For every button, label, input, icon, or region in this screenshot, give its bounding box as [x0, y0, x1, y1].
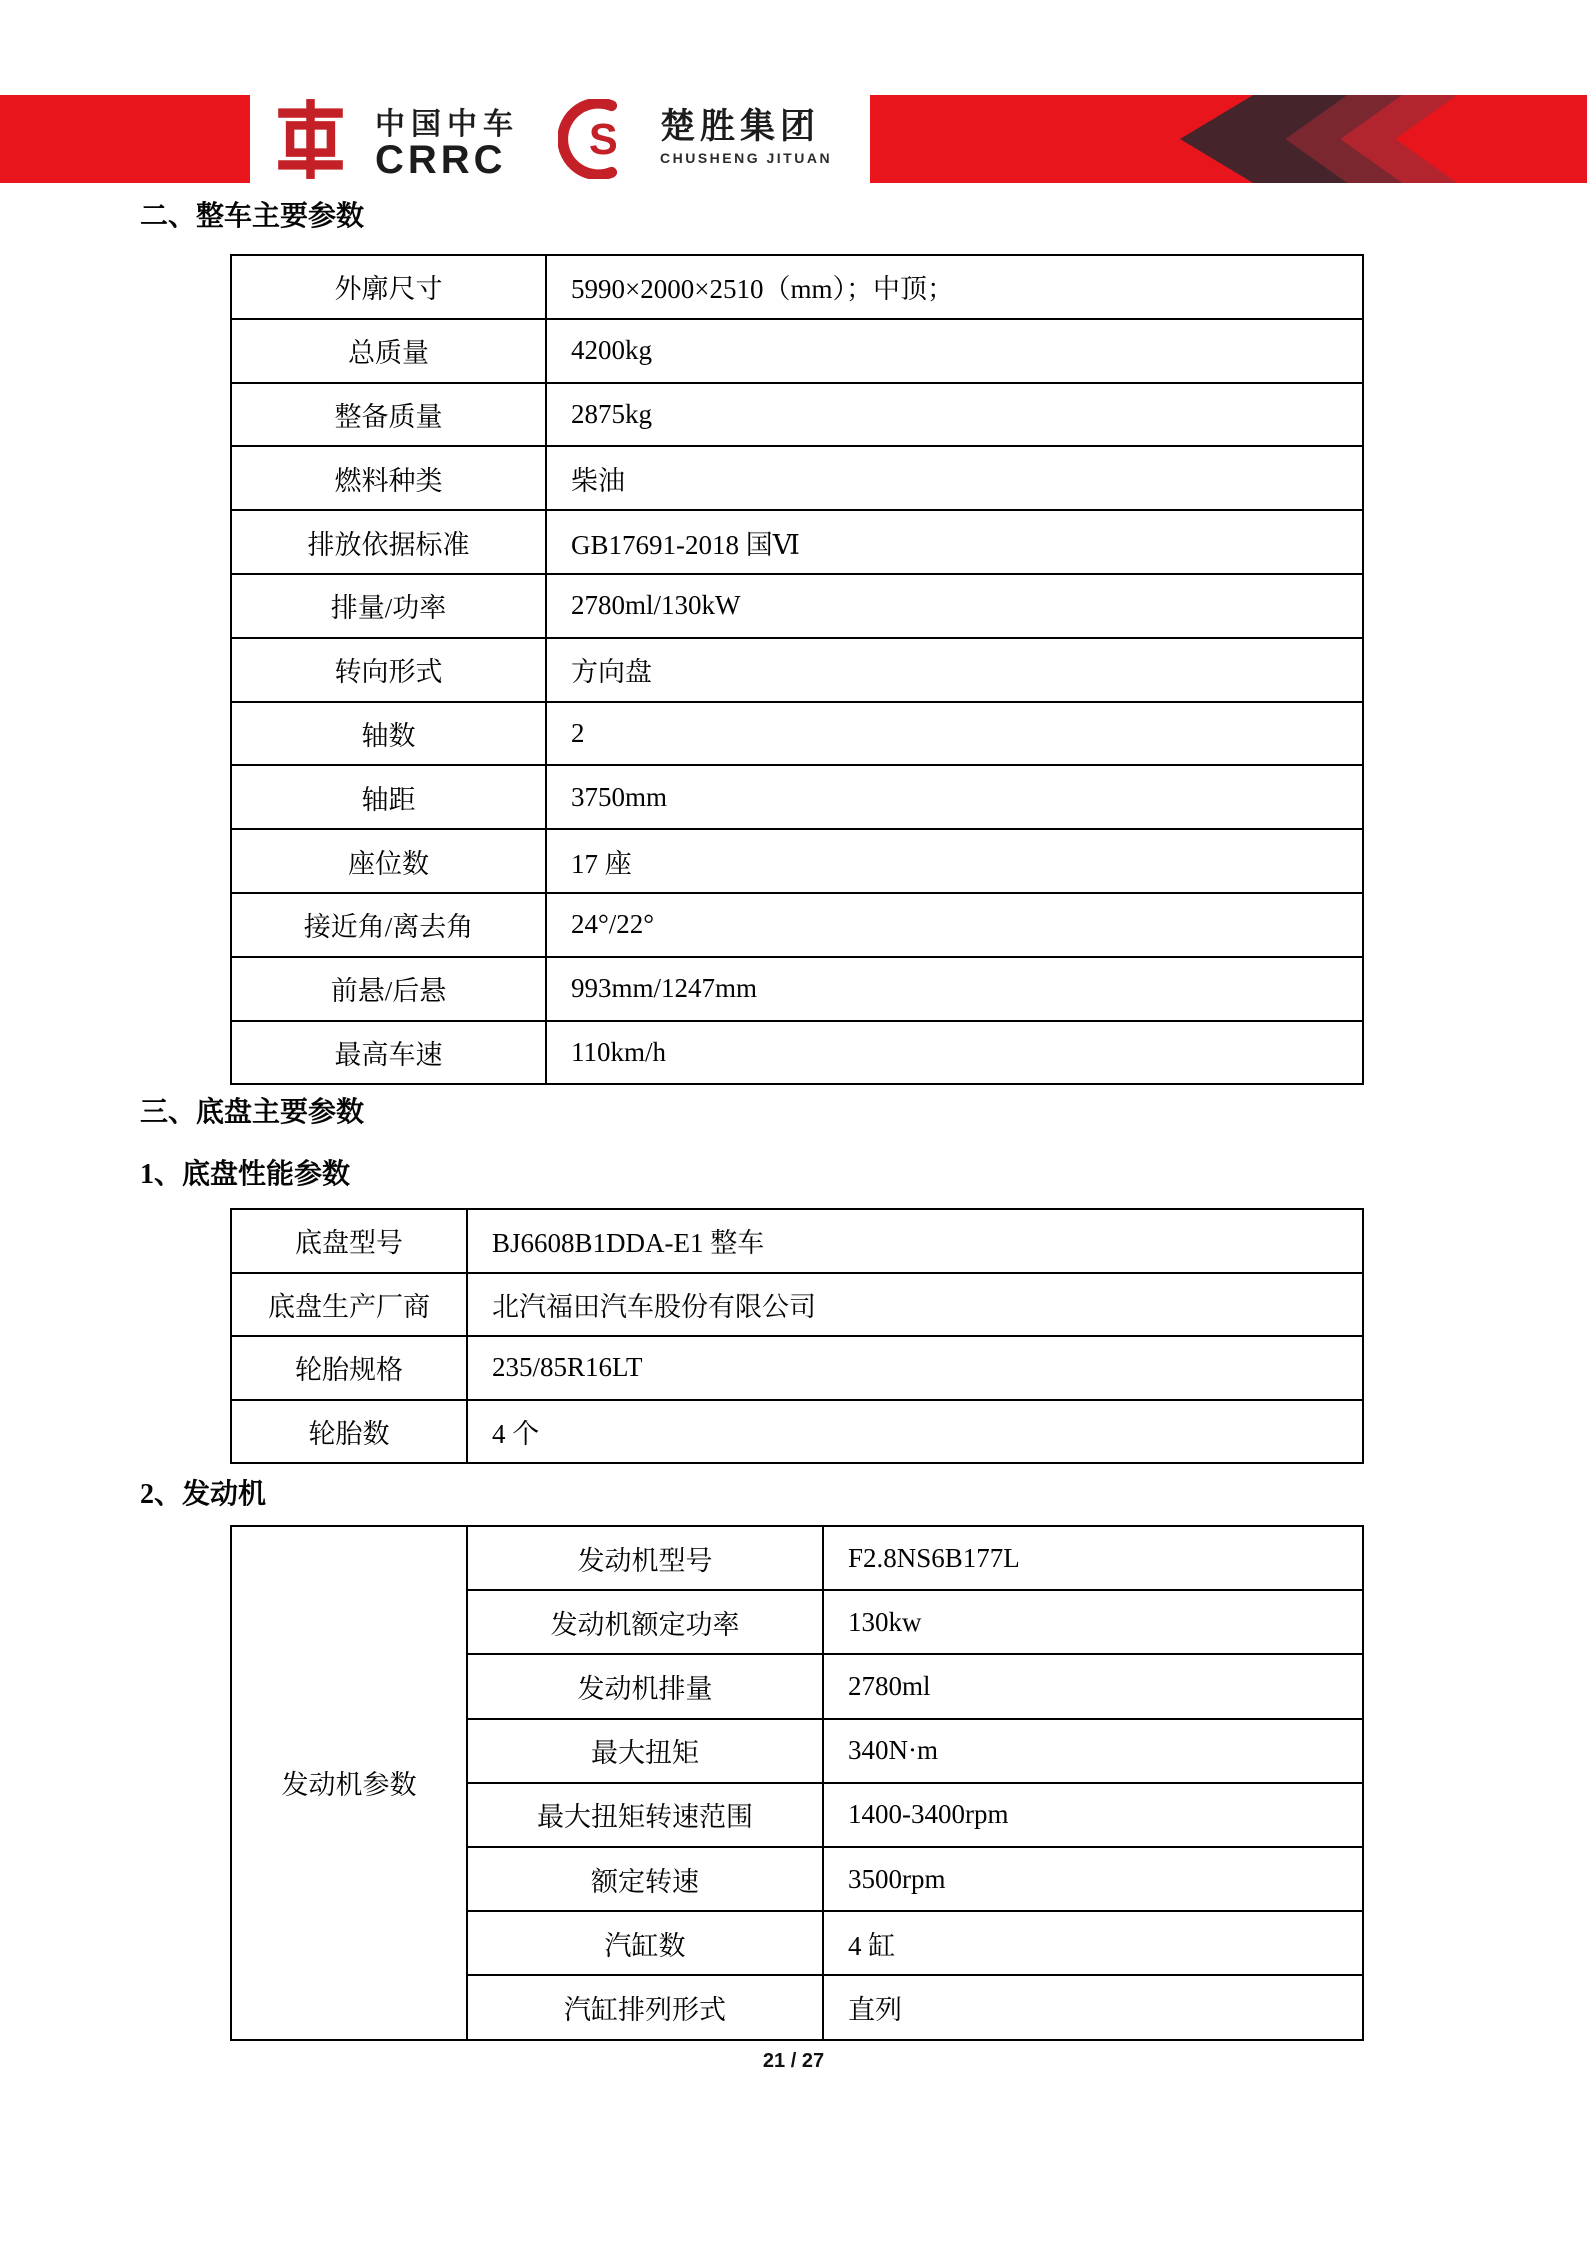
- param-label: 前悬/后悬: [231, 957, 546, 1021]
- table-row: [231, 638, 1363, 702]
- param-value: 2780ml: [823, 1654, 1363, 1718]
- table-row: [231, 1021, 1363, 1085]
- param-label: 轴距: [231, 765, 546, 829]
- section-title-vehicle-params: 二、整车主要参数: [140, 201, 365, 232]
- table-row: [231, 765, 1363, 829]
- param-label: 汽缸排列形式: [467, 1975, 823, 2039]
- param-value: 4200kg: [546, 319, 1363, 383]
- param-label: 轴数: [231, 702, 546, 766]
- engine-group-label: 发动机参数: [231, 1526, 467, 2040]
- param-value: 2875kg: [546, 383, 1363, 447]
- page-number: 21 / 27: [762, 2050, 825, 2072]
- table-row: [231, 446, 1363, 510]
- table-row: [231, 255, 1363, 319]
- param-label: 轮胎数: [231, 1400, 467, 1464]
- param-label: 最大扭矩转速范围: [467, 1783, 823, 1847]
- table-row: [231, 1400, 1363, 1464]
- table-row: [231, 1209, 1363, 1273]
- crrc-logo-text: [375, 108, 519, 182]
- chusheng-logo-text: [660, 107, 832, 169]
- table-row: [231, 957, 1363, 1021]
- param-label: 最高车速: [231, 1021, 546, 1085]
- table-row: [231, 1526, 1363, 1590]
- param-value: 4 缸: [823, 1911, 1363, 1975]
- chusheng-logo: [558, 99, 832, 184]
- vehicle-params-table: [230, 254, 1364, 1085]
- param-label: 底盘生产厂商: [231, 1273, 467, 1337]
- param-value: 4 个: [467, 1400, 1363, 1464]
- param-value: 110km/h: [546, 1021, 1363, 1085]
- table-row: [231, 1336, 1363, 1400]
- param-value: 130kw: [823, 1590, 1363, 1654]
- param-label: 转向形式: [231, 638, 546, 702]
- table-row: [231, 383, 1363, 447]
- param-label: 排量/功率: [231, 574, 546, 638]
- engine-params-table: [230, 1525, 1364, 2041]
- table-row: [231, 1273, 1363, 1337]
- param-value: 3750mm: [546, 765, 1363, 829]
- param-value: 1400-3400rpm: [823, 1783, 1363, 1847]
- chassis-params-table: [230, 1208, 1364, 1464]
- chusheng-name-en: CHUSHENG JITUAN: [660, 150, 833, 166]
- table-row: [231, 702, 1363, 766]
- param-label: 发动机额定功率: [467, 1590, 823, 1654]
- param-value: 24°/22°: [546, 893, 1363, 957]
- param-value: 235/85R16LT: [467, 1336, 1363, 1400]
- param-value: 2: [546, 702, 1363, 766]
- table-row: [231, 319, 1363, 383]
- svg-text:S: S: [588, 116, 618, 164]
- crrc-che-icon: [268, 99, 353, 184]
- param-value: 340N·m: [823, 1719, 1363, 1783]
- param-value: 993mm/1247mm: [546, 957, 1363, 1021]
- header-band-right: [870, 95, 1587, 183]
- param-label: 整备质量: [231, 383, 546, 447]
- param-label: 排放依据标准: [231, 510, 546, 574]
- param-value: F2.8NS6B177L: [823, 1526, 1363, 1590]
- param-label: 接近角/离去角: [231, 893, 546, 957]
- param-value: BJ6608B1DDA-E1 整车: [467, 1209, 1363, 1273]
- param-label: 燃料种类: [231, 446, 546, 510]
- param-label: 总质量: [231, 319, 546, 383]
- param-value: 2780ml/130kW: [546, 574, 1363, 638]
- param-label: 底盘型号: [231, 1209, 467, 1273]
- param-label: 发动机型号: [467, 1526, 823, 1590]
- param-value: 3500rpm: [823, 1847, 1363, 1911]
- section-title-chassis-params: 三、底盘主要参数: [140, 1097, 365, 1128]
- param-value: GB17691-2018 国Ⅵ: [546, 510, 1363, 574]
- param-label: 座位数: [231, 829, 546, 893]
- crrc-name-en: CRRC: [375, 138, 507, 182]
- table-row: [231, 510, 1363, 574]
- param-value: 方向盘: [546, 638, 1363, 702]
- table-row: [231, 574, 1363, 638]
- param-label: 轮胎规格: [231, 1336, 467, 1400]
- param-value: 北汽福田汽车股份有限公司: [467, 1273, 1363, 1337]
- table-row: [231, 829, 1363, 893]
- param-value: 直列: [823, 1975, 1363, 2039]
- chusheng-name-zh: 楚胜集团: [660, 107, 821, 146]
- crrc-logo: [268, 99, 519, 184]
- section-title-engine: 2、发动机: [140, 1479, 267, 1510]
- header-band-left: [0, 95, 250, 183]
- chusheng-s-icon: [558, 99, 642, 184]
- param-label: 发动机排量: [467, 1654, 823, 1718]
- param-label: 最大扭矩: [467, 1719, 823, 1783]
- table-row: [231, 893, 1363, 957]
- section-title-chassis-performance: 1、底盘性能参数: [140, 1159, 351, 1190]
- param-label: 汽缸数: [467, 1911, 823, 1975]
- param-value: 5990×2000×2510（mm）；中顶；: [546, 255, 1363, 319]
- param-label: 外廓尺寸: [231, 255, 546, 319]
- crrc-name-zh: 中国中车: [375, 108, 519, 141]
- param-value: 柴油: [546, 446, 1363, 510]
- param-value: 17 座: [546, 829, 1363, 893]
- param-label: 额定转速: [467, 1847, 823, 1911]
